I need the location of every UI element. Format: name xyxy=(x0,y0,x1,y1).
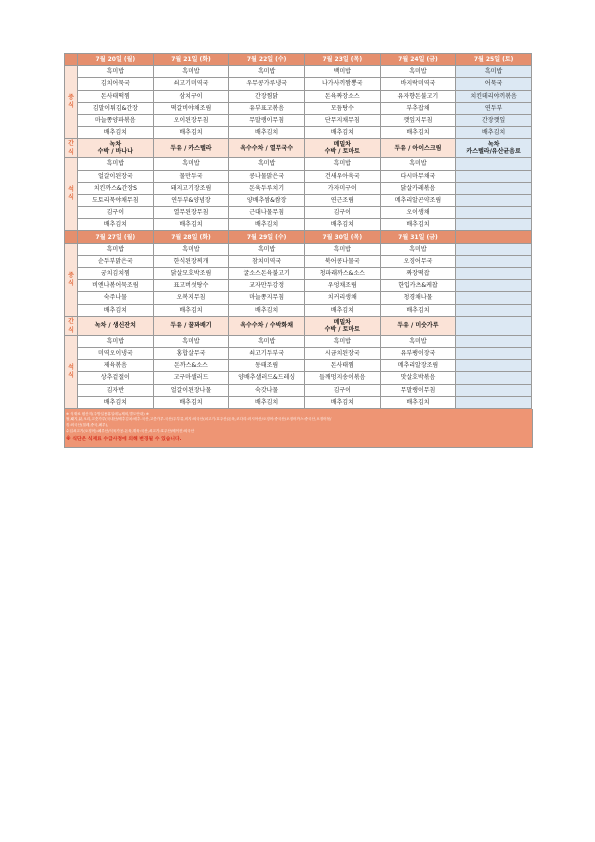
menu-item: 우엉채조림 xyxy=(304,280,380,292)
menu-item: 시금치된장국 xyxy=(304,347,380,359)
menu-item: 흑미밥 xyxy=(78,243,154,255)
menu-item xyxy=(456,360,532,372)
menu-item: 메추리알장조림 xyxy=(380,360,456,372)
menu-item: 맛살호박볶음 xyxy=(380,372,456,384)
menu-item: 쇠고기두부국 xyxy=(229,347,305,359)
menu-item: 무말랭이무침 xyxy=(229,114,305,126)
menu-item: 치킨까스&간장S xyxy=(78,182,154,194)
menu-item: 배추김치 xyxy=(380,396,456,408)
snack-item: 메밀차 수박 / 토마토 xyxy=(304,316,380,335)
menu-item: 상추겉절이 xyxy=(78,372,154,384)
menu-item xyxy=(456,304,532,316)
day-header: 7월 27일 (월) xyxy=(78,231,154,243)
menu-item: 흑미밥 xyxy=(153,158,229,170)
lunch-row xyxy=(65,127,532,139)
menu-item: 오복지무침 xyxy=(153,292,229,304)
origin-line-2: 킹:외국산(칠레,중국,페루), xyxy=(66,423,109,428)
menu-item: 돈사태떡찜 xyxy=(78,90,154,102)
day-header: 7월 24일 (금) xyxy=(380,54,456,66)
day-header: 7월 25일 (토) xyxy=(456,54,532,66)
menu-item: 흑미밥 xyxy=(229,66,305,78)
menu-item: 흑미밥 xyxy=(78,66,154,78)
lunch-row xyxy=(65,102,532,114)
menu-item: 김자반 xyxy=(78,384,154,396)
menu-item: 김구이 xyxy=(78,207,154,219)
menu-item: 배추김치 xyxy=(304,396,380,408)
menu-item xyxy=(456,207,532,219)
menu-item xyxy=(456,280,532,292)
snack-item: 녹차 / 생신잔치 xyxy=(78,316,154,335)
dinner-row xyxy=(65,396,532,408)
day-header: 7월 28일 (화) xyxy=(153,231,229,243)
menu-item: 닭살모호박조림 xyxy=(153,268,229,280)
menu-item: 배추김치 xyxy=(229,304,305,316)
day-header: 7월 29일 (수) xyxy=(229,231,305,243)
snack-item: 두유 / 미숫가루 xyxy=(380,316,456,335)
menu-item: 비엔나볶어묵조림 xyxy=(78,280,154,292)
snack-section-label: 간 식 xyxy=(65,139,78,158)
snack-item: 녹차 카스텔라/유산균음료 xyxy=(456,139,532,158)
menu-item: 물만두국 xyxy=(153,170,229,182)
lunch-row xyxy=(65,255,532,267)
day-header: 7월 23일 (목) xyxy=(304,54,380,66)
menu-item: 배추김치 xyxy=(304,219,380,231)
dinner-row xyxy=(65,219,532,231)
menu-item: 흑미밥 xyxy=(456,66,532,78)
menu-item: 돈육짜장소스 xyxy=(304,90,380,102)
menu-item: 깻잎지무침 xyxy=(380,114,456,126)
menu-item: 흑미밥 xyxy=(153,335,229,347)
lunch-row xyxy=(65,304,532,316)
menu-item: 흑미밥 xyxy=(78,158,154,170)
menu-item xyxy=(456,372,532,384)
menu-item: 들깨멍지송이볶음 xyxy=(304,372,380,384)
menu-item: 간장깻잎 xyxy=(456,114,532,126)
menu-item: 흑미밥 xyxy=(304,158,380,170)
menu-item: 열무된장무침 xyxy=(153,207,229,219)
menu-item: 배추김치 xyxy=(78,396,154,408)
snack-section-label: 간 식 xyxy=(65,316,78,335)
menu-item: 마늘쫑양파볶음 xyxy=(78,114,154,126)
menu-item: 메추리알곤약조림 xyxy=(380,194,456,206)
dinner-row xyxy=(65,182,532,194)
day-header: 7월 31일 (금) xyxy=(380,231,456,243)
lunch-row xyxy=(65,292,532,304)
snack-item: 옥수수차 / 열무국수 xyxy=(229,139,305,158)
menu-item: 배추김치 xyxy=(153,219,229,231)
menu-item: 부추잡채 xyxy=(380,102,456,114)
menu-item: 어묵국 xyxy=(456,78,532,90)
menu-item: 배추김치 xyxy=(380,127,456,139)
menu-item: 김치어묵국 xyxy=(78,78,154,90)
menu-item: 다시마무채국 xyxy=(380,170,456,182)
menu-item: 근대나물무침 xyxy=(229,207,305,219)
origin-title: ※ 식재료 원산지(주방일용휴일메뉴제외,별도안내) ※ xyxy=(66,411,149,416)
menu-item: 배추김치 xyxy=(229,127,305,139)
dinner-section-label: 석 식 xyxy=(65,158,78,231)
menu-item: 미역오이냉국 xyxy=(78,347,154,359)
menu-item: 흑미밥 xyxy=(380,335,456,347)
lunch-row xyxy=(65,280,532,292)
menu-item: 연근조림 xyxy=(304,194,380,206)
menu-item: 흑미밥 xyxy=(229,158,305,170)
menu-item: 건새우아욱국 xyxy=(304,170,380,182)
menu-item: 양배추샐러드&드레싱 xyxy=(229,372,305,384)
menu-item xyxy=(456,396,532,408)
menu-item: 유부팽이장국 xyxy=(380,347,456,359)
menu-item: 표고버섯탕수 xyxy=(153,280,229,292)
day-header: 7월 30일 (목) xyxy=(304,231,380,243)
menu-item xyxy=(456,170,532,182)
lunch-row xyxy=(65,90,532,102)
menu-item: 연두부 xyxy=(456,102,532,114)
lunch-row xyxy=(65,66,532,78)
menu-item: 오이생채 xyxy=(380,207,456,219)
menu-item: 떡갈비야채조림 xyxy=(153,102,229,114)
menu-item: 흑미밥 xyxy=(229,335,305,347)
menu-item: 짜장떡잡 xyxy=(380,268,456,280)
menu-item: 모듬탕수 xyxy=(304,102,380,114)
menu-item: 무말랭이무침 xyxy=(380,384,456,396)
menu-item: 교자만두강정 xyxy=(229,280,305,292)
snack-row xyxy=(65,139,532,158)
menu-item: 연두부&양념장 xyxy=(153,194,229,206)
menu-item: 돈육두루치기 xyxy=(229,182,305,194)
snack-item: 두유 / 아이스크림 xyxy=(380,139,456,158)
menu-item: 김구이 xyxy=(304,207,380,219)
menu-item: 양배추쌈&쌈장 xyxy=(229,194,305,206)
dinner-row xyxy=(65,170,532,182)
menu-item: 고구마샐러드 xyxy=(153,372,229,384)
menu-item: 배추김치 xyxy=(380,304,456,316)
menu-table xyxy=(64,53,532,409)
day-header-row xyxy=(65,231,532,243)
menu-item: 홍합살무국 xyxy=(153,347,229,359)
snack-row xyxy=(65,316,532,335)
day-header xyxy=(456,231,532,243)
menu-item: 참치미역국 xyxy=(229,255,305,267)
menu-item: 쇠고기미역국 xyxy=(153,78,229,90)
menu-item: 배추김치 xyxy=(456,127,532,139)
day-header: 7월 21일 (화) xyxy=(153,54,229,66)
menu-item: 흑미밥 xyxy=(229,243,305,255)
menu-item: 치킨데리야끼볶음 xyxy=(456,90,532,102)
menu-item xyxy=(456,335,532,347)
menu-item: 삼치구이 xyxy=(153,90,229,102)
weekly-menu-sheet xyxy=(64,53,531,448)
menu-item: 배추김치 xyxy=(304,127,380,139)
menu-item: 치커리생채 xyxy=(304,292,380,304)
menu-item xyxy=(456,292,532,304)
menu-item: 제육볶음 xyxy=(78,360,154,372)
menu-item: 유부표고볶음 xyxy=(229,102,305,114)
menu-item: 배추김치 xyxy=(229,396,305,408)
dinner-row xyxy=(65,194,532,206)
menu-item xyxy=(456,255,532,267)
menu-item: 도토리묵야채무침 xyxy=(78,194,154,206)
menu-item: 흑미밥 xyxy=(153,66,229,78)
menu-item xyxy=(456,194,532,206)
menu-item: 배추김치 xyxy=(153,304,229,316)
menu-item: 닭살카레볶음 xyxy=(380,182,456,194)
menu-item: 가자미구이 xyxy=(304,182,380,194)
menu-item xyxy=(456,268,532,280)
lunch-row xyxy=(65,243,532,255)
menu-item xyxy=(456,347,532,359)
snack-item: 두유 / 꿀꽈배기 xyxy=(153,316,229,335)
menu-item: 단무지채무침 xyxy=(304,114,380,126)
day-header: 7월 20일 (월) xyxy=(78,54,154,66)
menu-item: 흑미밥 xyxy=(304,243,380,255)
lunch-row xyxy=(65,78,532,90)
menu-item: 순두부맑은국 xyxy=(78,255,154,267)
menu-item: 숙주나물 xyxy=(78,292,154,304)
dinner-row xyxy=(65,335,532,347)
menu-item xyxy=(456,219,532,231)
snack-item: 메밀차 수박 / 토마토 xyxy=(304,139,380,158)
lunch-section-label: 중 식 xyxy=(65,243,78,316)
menu-item: 돼지고기장조림 xyxy=(153,182,229,194)
menu-item: 배추김치 xyxy=(380,219,456,231)
menu-item: 흑미밥 xyxy=(380,158,456,170)
menu-item: 돈사태찜 xyxy=(304,360,380,372)
menu-item: 동태조림 xyxy=(229,360,305,372)
menu-item: 흑미밥 xyxy=(153,243,229,255)
menu-change-warning: ※ 식단은 식재료 수급사정에 의해 변경될 수 있습니다. xyxy=(66,437,182,443)
menu-item: 김말이튀김&간장 xyxy=(78,102,154,114)
menu-item xyxy=(456,243,532,255)
menu-item: 간장찜닭 xyxy=(229,90,305,102)
menu-item: 궁치김치찜 xyxy=(78,268,154,280)
day-header-row xyxy=(65,54,532,66)
menu-item: 청파래까스&소스 xyxy=(304,268,380,280)
menu-item: 청경채나물 xyxy=(380,292,456,304)
dinner-row xyxy=(65,372,532,384)
menu-item: 우무콩가루냉국 xyxy=(229,78,305,90)
lunch-row xyxy=(65,114,532,126)
menu-item xyxy=(456,158,532,170)
menu-item: 한입카츠&케찹 xyxy=(380,280,456,292)
dinner-row xyxy=(65,207,532,219)
menu-item: 얼갈이된장나물 xyxy=(153,384,229,396)
menu-item: 유자향돈불고기 xyxy=(380,90,456,102)
origin-notice xyxy=(64,409,533,448)
header-corner xyxy=(65,231,78,243)
menu-item xyxy=(456,182,532,194)
dinner-row xyxy=(65,360,532,372)
menu-item: 백미밥 xyxy=(304,66,380,78)
dinner-section-label: 석 식 xyxy=(65,335,78,408)
origin-line-1: 쌀,돼지,닭,오리,고춧가루(국내산/배추김치:배추-국산,고춧가루-국산/두부류,비지:외국산(쇠고기:호주산(돈육,코다리:러시아산/오징어:중국산/오징어까스:중국산,오징어볶/ xyxy=(66,417,332,422)
day-header: 7월 22일 (수) xyxy=(229,54,305,66)
menu-item: 배추김치 xyxy=(304,304,380,316)
menu-item: 한식된장찌개 xyxy=(153,255,229,267)
menu-item: 오징어무국 xyxy=(380,255,456,267)
menu-item: 돈까스&소스 xyxy=(153,360,229,372)
menu-item: 굴소스돈육불고기 xyxy=(229,268,305,280)
lunch-row xyxy=(65,268,532,280)
menu-item: 콩나물맑은국 xyxy=(229,170,305,182)
header-corner xyxy=(65,54,78,66)
menu-item: 바지락미역국 xyxy=(380,78,456,90)
menu-item: 오이된장무침 xyxy=(153,114,229,126)
snack-item: 옥수수차 / 수박화채 xyxy=(229,316,305,335)
menu-item: 흑미밥 xyxy=(304,335,380,347)
menu-item: 북어콩나물국 xyxy=(304,255,380,267)
menu-item: 나가사끼짬뽕국 xyxy=(304,78,380,90)
menu-item: 숙갓나물 xyxy=(229,384,305,396)
menu-item: 배추김치 xyxy=(153,127,229,139)
dinner-row xyxy=(65,347,532,359)
menu-item: 마늘쫑지무침 xyxy=(229,292,305,304)
dinner-row xyxy=(65,158,532,170)
menu-item: 배추김치 xyxy=(229,219,305,231)
menu-item: 배추김치 xyxy=(153,396,229,408)
menu-item: 흑미밥 xyxy=(380,243,456,255)
snack-item xyxy=(456,316,532,335)
menu-item: 얼갈이된장국 xyxy=(78,170,154,182)
origin-line-3: 수입쇠고기(오징어):페루산/식육가공-돈육,계육:국산,쇠고기:호주산/베이컨:외국산 xyxy=(66,428,195,433)
menu-item: 배추김치 xyxy=(78,219,154,231)
dinner-row xyxy=(65,384,532,396)
menu-item: 흑미밥 xyxy=(78,335,154,347)
menu-item: 흑미밥 xyxy=(380,66,456,78)
snack-item: 두유 / 카스텔라 xyxy=(153,139,229,158)
menu-item: 배추김치 xyxy=(78,127,154,139)
snack-item: 녹차 수박 / 바나나 xyxy=(78,139,154,158)
menu-item: 배추김치 xyxy=(78,304,154,316)
lunch-section-label: 중 식 xyxy=(65,66,78,139)
menu-item: 김구이 xyxy=(304,384,380,396)
menu-item xyxy=(456,384,532,396)
